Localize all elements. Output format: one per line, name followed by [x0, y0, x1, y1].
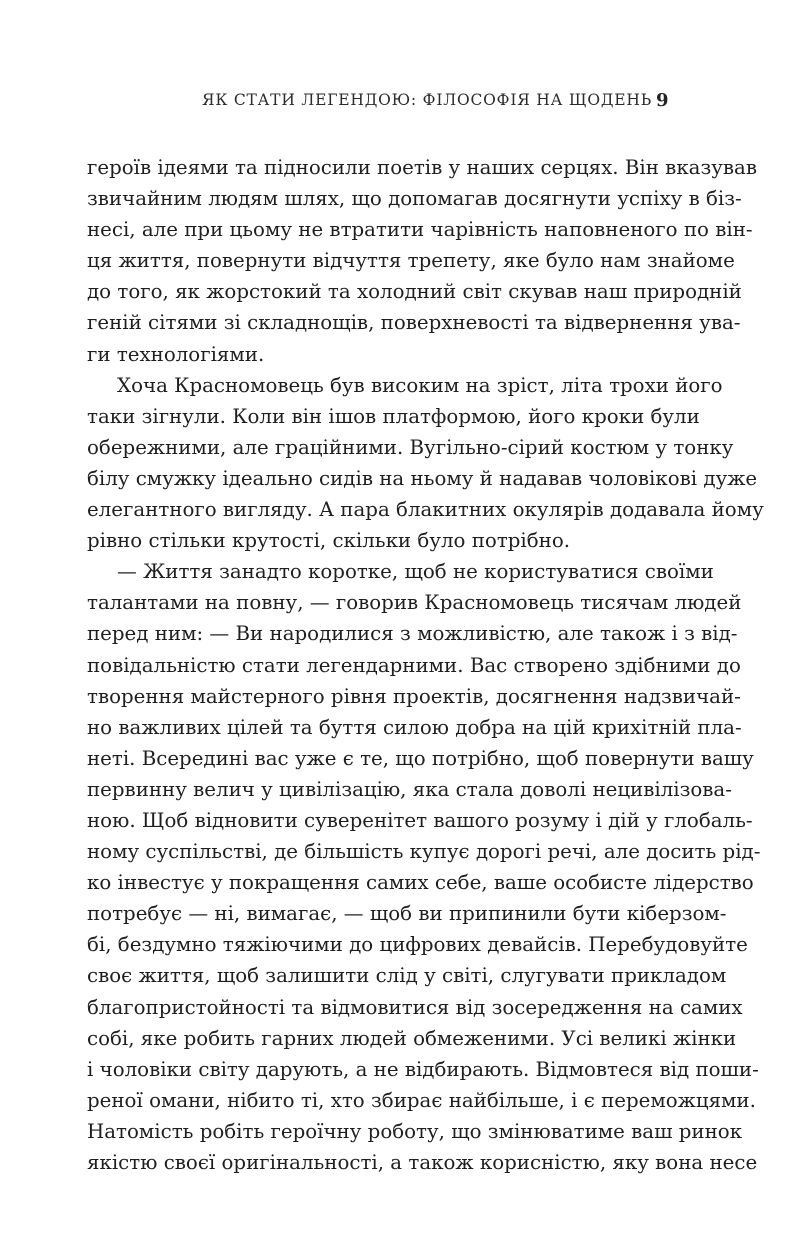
text-line: несі, але при цьому не втратити чарівність наповненого по він- — [87, 218, 753, 242]
text-line: і чоловіки світу дарують, а не відбирають. Відмовтеся від поши- — [87, 1057, 759, 1081]
running-title: ЯК СТАТИ ЛЕГЕНДОЮ: ФІЛОСОФІЯ НА ЩОДЕНЬ — [202, 91, 652, 109]
text-line: якістю своєї оригінальності, а також корисністю, яку вона несе — [87, 1151, 758, 1174]
text-line: таки зігнули. Коли він ішов платформою, його кроки були — [87, 404, 700, 428]
text-line: ко інвестує у покращення самих себе, ваше особисте лідерство — [87, 871, 754, 895]
text-line: елегантного вигляду. А пара блакитних окулярів додавала йому — [87, 498, 764, 522]
text-line: ному суспільстві, де більшість купує дорогі речі, але досить рід- — [87, 840, 761, 864]
text-line: потребує — ні, вимагає, — щоб ви припинили бути кіберзом- — [87, 902, 727, 926]
text-line: но важливих цілей та буття силою добра на цій крихітній пла- — [87, 715, 742, 739]
text-line: талантами на повну, — говорив Красномовець тисячам людей — [87, 591, 742, 615]
text-line: первинну велич у цивілізацію, яка стала доволі нецивілізова- — [87, 777, 732, 801]
text-line: ця життя, повернути відчуття трепету, яке було нам знайоме — [87, 249, 735, 273]
paragraph-first-line: — Життя занадто коротке, щоб не користуватися своїми — [117, 560, 714, 584]
text-line: обережними, але граційними. Вугільно-сірий костюм у тонку — [87, 435, 734, 459]
text-line: перед ним: — Ви народилися з можливістю, але також і з від- — [87, 622, 738, 646]
text-line: до того, як жорстокий та холодний світ скував наш природній — [87, 280, 742, 304]
text-line: рівно стільки крутості, скільки було потрібно. — [87, 529, 571, 553]
text-line: благопристойності та відмовитися від зосередження на самих — [87, 995, 743, 1019]
text-line: ги технологіями. — [87, 342, 265, 366]
paragraph-first-line: Хоча Красномовець був високим на зріст, літа трохи його — [117, 373, 723, 397]
text-line: реної омани, нібито ті, хто збирає найбільше, і є переможцями. — [87, 1088, 756, 1112]
text-line: творення майстерного рівня проектів, досягнення надзвичай- — [87, 684, 741, 708]
page-number: 9 — [656, 90, 669, 111]
running-header — [0, 91, 800, 119]
text-line: звичайним людям шлях, що допомагав досягнути успіху в біз- — [87, 187, 742, 211]
text-line: ною. Щоб відновити суверенітет вашого розуму і дій у глобаль- — [87, 808, 753, 832]
text-line: собі, яке робить гарних людей обмеженими. Усі великі жінки — [87, 1026, 737, 1050]
text-line: білу смужку ідеально сидів на ньому й надавав чоловікові дуже — [87, 466, 758, 490]
text-line: геній сітями зі складнощів, поверхневості та відвернення ува- — [87, 311, 741, 335]
text-line: своє життя, щоб залишити слід у світі, слугувати прикладом — [87, 964, 727, 988]
text-line: Натомість робіть героїчну роботу, що змінюватиме ваш ринок — [87, 1119, 743, 1143]
body-text — [87, 152, 764, 1178]
text-line: повідальністю стати легендарними. Вас створено здібними до — [87, 653, 741, 677]
text-line: героїв ідеями та підносили поетів у наших серцях. Він вказував — [87, 156, 757, 179]
text-line: неті. Всередині вас уже є те, що потрібно, щоб повернути вашу — [87, 746, 754, 770]
text-line: бі, бездумно тяжіючими до цифрових девайсів. Перебудовуйте — [87, 933, 748, 957]
